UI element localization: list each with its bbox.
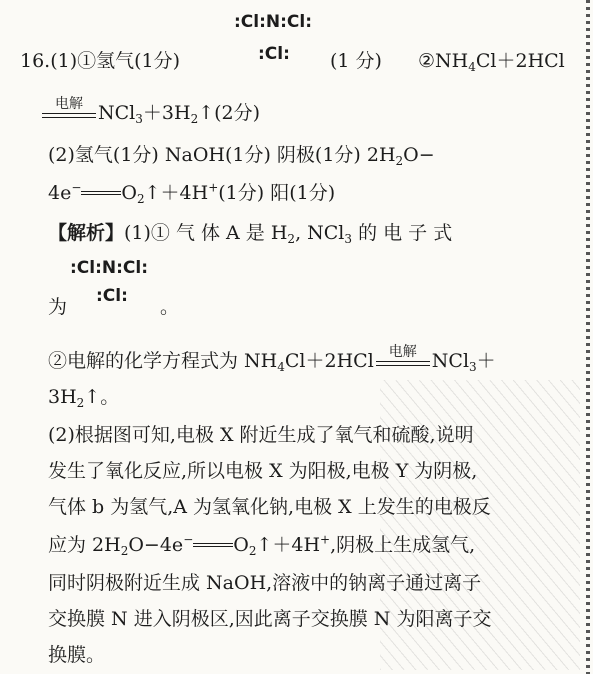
text: Cl＋2HCl	[284, 350, 374, 372]
text: 4e	[48, 182, 72, 204]
text: 气体 b 为氢气,A 为氢氧化钠,电极 X 上发生的电极反	[48, 496, 491, 518]
page-edge	[586, 0, 590, 674]
text: ＋	[476, 350, 496, 372]
equals-sign	[81, 192, 121, 194]
superscript: +	[208, 180, 219, 195]
text: O−	[403, 144, 435, 166]
text: 发生了氧化反应,所以电极 X 为阳极,电极 Y 为阴极,	[48, 460, 478, 482]
subscript: 2	[248, 544, 257, 558]
electrolysis-arrow	[40, 96, 98, 123]
text: 16.(1)①氢气(1分)	[20, 50, 181, 72]
subscript: 2	[287, 232, 296, 246]
subscript: 3	[469, 360, 477, 374]
text: 为	[48, 296, 68, 318]
text: ↑(2分)	[198, 102, 261, 124]
subscript: 3	[135, 112, 143, 126]
text: ②NH	[418, 50, 469, 72]
answer-line-1	[20, 46, 180, 73]
lewis-structure-bottom-row: :Cl:	[258, 44, 290, 64]
analysis-line-1	[48, 218, 452, 245]
lewis-structure-2-bottom-row: :Cl:	[96, 286, 128, 306]
text: 的 电 子 式	[352, 222, 453, 244]
analysis-line-2	[48, 292, 67, 319]
analysis-line-7	[48, 492, 491, 519]
answer-line-2	[40, 98, 260, 125]
text: ↑。	[84, 386, 120, 408]
text: (2)根据图可知,电极 X 附近生成了氧气和硫酸,说明	[48, 424, 474, 446]
text: 同时阴极附近生成 NaOH,溶液中的钠离子通过离子	[48, 572, 482, 594]
answer-line-3	[48, 140, 435, 167]
text: (1 分)	[330, 50, 382, 72]
text: ↑＋4H	[256, 534, 321, 556]
text: ,阴极上生成氢气,	[330, 534, 476, 556]
text: (2)氢气(1分) NaOH(1分) 阴极(1分) 2H	[48, 144, 396, 166]
superscript: −	[71, 180, 82, 195]
text: ②电解的化学方程式为 NH	[48, 350, 278, 372]
text: O	[233, 534, 249, 556]
analysis-line-10	[48, 604, 491, 631]
lewis-structure-top-row: :Cl:N:Cl:	[234, 12, 313, 32]
subscript: 2	[190, 112, 199, 126]
subscript: 4	[468, 60, 476, 74]
text: ↑＋4H	[144, 182, 209, 204]
analysis-line-9	[48, 568, 481, 595]
subscript: 2	[395, 154, 404, 168]
superscript: −	[183, 532, 194, 547]
text: NCl	[98, 102, 136, 124]
answer-line-1-points	[330, 46, 382, 73]
text: (1分) 阳(1分)	[218, 182, 336, 204]
analysis-heading: 【解析】	[48, 222, 125, 244]
subscript: 2	[76, 396, 85, 410]
text: 应为 2H	[48, 534, 121, 556]
subscript: 4	[277, 360, 285, 374]
text: 交换膜 N 进入阴极区,因此离子交换膜 N 为阳离子交	[48, 608, 492, 630]
analysis-line-5	[48, 420, 474, 447]
arrow-label: 电解	[55, 96, 83, 112]
text: , NCl	[295, 222, 345, 244]
analysis-line-8	[48, 530, 475, 557]
subscript: 2	[120, 544, 129, 558]
text: NCl	[431, 350, 470, 372]
arrow-label: 电解	[388, 344, 417, 360]
analysis-line-3	[48, 346, 496, 373]
text: 3H	[48, 386, 77, 408]
text: 。	[160, 296, 180, 318]
answer-line-1-eq	[418, 46, 565, 73]
analysis-line-11	[48, 640, 105, 667]
electrolysis-arrow	[374, 344, 432, 371]
analysis-line-2-end	[160, 292, 179, 319]
text: O−4e	[128, 534, 184, 556]
text: Cl＋2HCl	[475, 50, 565, 72]
lewis-structure-2-top-row: :Cl:N:Cl:	[70, 258, 149, 278]
analysis-line-6	[48, 456, 477, 483]
analysis-line-4	[48, 382, 119, 409]
text: 换膜。	[48, 644, 106, 666]
superscript: +	[320, 532, 331, 547]
text: O	[121, 182, 137, 204]
equals-sign	[193, 544, 233, 546]
subscript: 3	[344, 232, 353, 246]
subscript: 2	[136, 192, 145, 206]
answer-line-4	[48, 178, 335, 205]
text: (1)① 气 体 A 是 H	[124, 222, 288, 244]
text: ＋3H	[142, 102, 191, 124]
